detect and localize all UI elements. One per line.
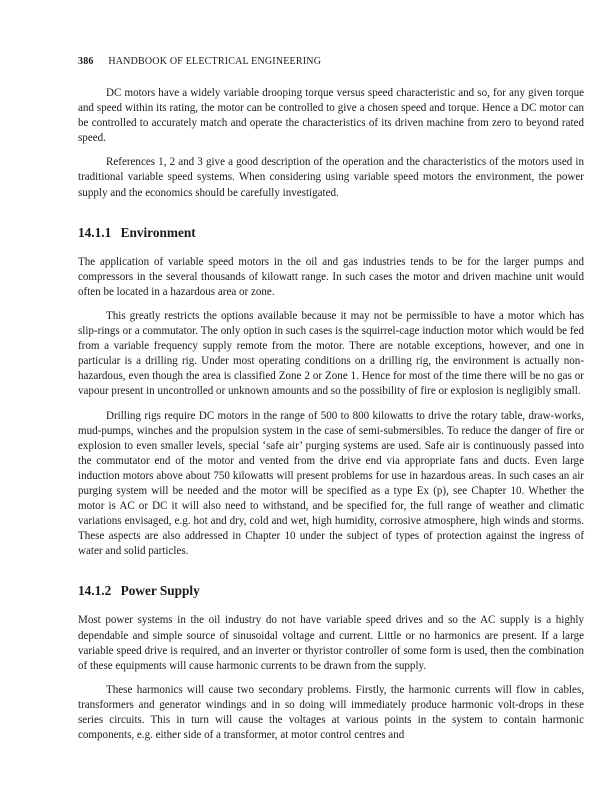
section-title: Power Supply [120,583,200,599]
section-number: 14.1.2 [78,583,112,599]
paragraph: These harmonics will cause two secondary problems. Firstly, the harmonic currents will flow in cables, transformers and generator windings and in so doing will immediately produce harmonic volt-drops in these series circuits. This in turn will cause the voltages at various points in the system to contain harmonic components, e.g. either side of a transformer, at motor control centres and [78,683,584,742]
paragraph: Most power systems in the oil industry do not have variable speed drives and so the AC supply is a highly dependable and simple source of sinusoidal voltage and current. Little or no harmonics are present. If a large variable speed drive is required, and an inverter or thyristor controller of some form is used, then the combination of these equipments will cause harmonic currents to be drawn from the supply. [78,614,584,672]
paragraph: References 1, 2 and 3 give a good description of the operation and the characteristics of the motors used in traditional variable speed systems. When considering using variable speed motors the environment, the power supply and the economics should be carefully investigated. [78,156,584,199]
paragraph: DC motors have a widely variable drooping torque versus speed characteristic and so, for any given torque and speed within its rating, the motor can be controlled to give a chosen speed and torque. Hence a DC motor can be controlled to accurately match and operate the characteristics of its driven machine from zero to beyond rated speed. [78,87,584,145]
page-number: 386 [78,56,94,67]
running-title: HANDBOOK OF ELECTRICAL ENGINEERING [108,56,322,67]
paragraph: The application of variable speed motors in the oil and gas industries tends to be for the larger pumps and compressors in the several thousands of kilowatt range. In such cases the motor and driven machine unit would often be located in a hazardous area or zone. [78,255,584,298]
section-number: 14.1.1 [78,224,112,240]
paragraph: Drilling rigs require DC motors in the range of 500 to 800 kilowatts to drive the rotary table, draw-works, mud-pumps, winches and the propulsion system in the case of semi-submersibles. To reduce the danger of fire or explosion to even smaller levels, special ‘safe air’ purging systems are used. Safe air is continuously passed into the commutator end of the motor and vented from the drive end via appropriate fans and ducts. Even large induction motors above about 750 kilowatts will present problems for use in hazardous areas. In such cases an air purging system will be needed and the motor will be specified as a type Ex (p), see Chapter 10. Whether the motor is AC or DC it will also need to withstand, and be specified for, the full range of weather and climatic variations envisaged, e.g. hot and dry, cold and wet, high humidity, corrosive atmosphere, high winds and storms. These aspects are also addressed in Chapter 10 under the subject of types of protection against the ingress of water and solid particles. [78,409,584,558]
body-text [78,86,584,752]
section-title: Environment [120,224,196,240]
running-header [78,56,578,67]
section-heading-power-supply [78,583,584,599]
paragraph: This greatly restricts the options available because it may not be permissible to have a motor which has slip-rings or a commutator. The only option in such cases is the squirrel-cage induction motor which would be fed from a variable frequency supply remote from the motor. There are notable exceptions, however, and one in particular is a drilling rig. Under most operating conditions on a drilling rig, the environment is actually non-hazardous, even though the area is classified Zone 2 or Zone 1. Hence for most of the time there will be no gas or vapour present in uncontrolled or unknown amounts and so the possibility of fire or explosion is negligibly small. [78,309,584,398]
section-heading-environment [78,225,584,241]
